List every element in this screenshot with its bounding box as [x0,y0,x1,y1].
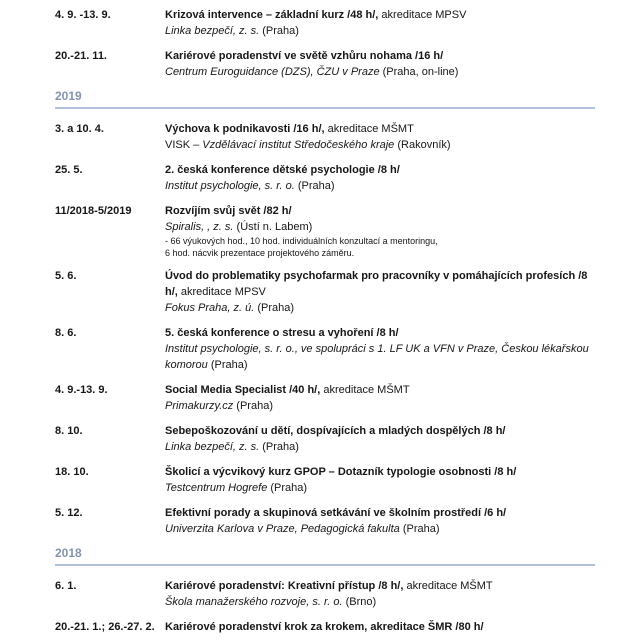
entry-description [165,325,595,373]
entry-title-bold: 5. česká konference o stresu a vyhoření /8 h/ [165,327,399,339]
entry-title-regular: akreditace MŠMT [320,384,410,396]
entry-date: 20.-21. 1.; 26.-27. 2. [55,621,155,633]
course-entry [55,325,595,373]
org-name-italic: Škola manažerského rozvoje, s. r. o. [165,596,343,608]
entry-date: 5. 6. [55,270,77,282]
entry-organization [165,137,595,153]
org-name-italic: Institut psychologie, s. r. o., ve spolupráci s 1. LF UK a VFN v Praze, Českou lékařskou komorou [165,343,589,371]
entry-title-bold: Kariérové poradenství krok za krokem, akreditace ŠMR /80 h/ [165,621,484,633]
entry-title-regular: akreditace MŠMT [403,580,493,592]
org-location: (Praha) [267,482,308,494]
entry-title-bold: Výchova k podnikavosti /16 h/, [165,123,325,135]
entry-date: 20.-21. 11. [55,50,107,62]
org-prefix: VISK – [165,139,203,151]
entry-date: 18. 10. [55,466,89,478]
entry-note: - 66 výukových hod., 10 hod. individuálních konzultací a mentoringu, [165,236,438,246]
entry-title-bold: Sebepoškozování u dětí, dospívajících a mladých dospělých /8 h/ [165,425,506,437]
entry-description [165,505,595,537]
entry-title-bold: 2. česká konference dětské psychologie /8 h/ [165,164,400,176]
course-entry [55,382,595,414]
org-location: (Praha) [399,523,440,535]
org-location: (Praha) [259,441,299,453]
entry-title [165,7,595,23]
entry-description [165,268,595,316]
entry-description [165,7,595,39]
entry-title [165,619,595,635]
entry-organization [165,23,595,39]
entry-organization [165,521,595,537]
entry-title-bold: Efektivní porady a skupinová setkávání ve školním prostředí /6 h/ [165,507,507,519]
entry-date: 4. 9. -13. 9. [55,9,111,21]
entry-title [165,423,595,439]
entry-title-regular: akreditace MPSV [378,9,467,21]
entry-description [165,382,595,414]
org-location: (Praha) [254,302,295,314]
entry-description [165,423,595,455]
entry-date: 5. 12. [55,507,83,519]
entry-organization [165,64,595,80]
entry-date: 3. a 10. 4. [55,123,104,135]
course-entry [55,505,595,537]
org-name-italic: Linka bezpečí, z. s. [165,441,260,453]
course-entry [55,268,595,316]
entry-organization [165,219,595,235]
entry-title-bold: Rozvíjím svůj svět /82 h/ [165,205,292,217]
entry-title-bold: Kariérové poradenství: Kreativní přístup /8 h/, [165,580,404,592]
entry-title-bold: Social Media Specialist /40 h/, [165,384,321,396]
org-location: (Rakovník) [394,139,451,151]
entry-date: 4. 9.-13. 9. [55,384,108,396]
entry-title [165,578,595,594]
org-location: (Praha) [259,25,299,37]
entry-title [165,382,595,398]
entry-organization [165,594,595,610]
course-entry [55,423,595,455]
entry-title [165,464,595,480]
entry-title-regular: akreditace MŠMT [324,123,414,135]
course-entry [55,203,595,259]
entry-date: 6. 1. [55,580,77,592]
entry-description [165,48,595,80]
org-location: (Praha, on-line) [379,66,459,78]
entry-description [165,162,595,194]
entry-date: 25. 5. [55,164,83,176]
entry-description [165,464,595,496]
entry-title [165,48,595,64]
entry-description [165,203,595,259]
entry-title [165,162,595,178]
entry-organization [165,398,595,414]
entry-date: 8. 6. [55,327,77,339]
entry-description [165,619,595,635]
course-entry [55,7,595,39]
org-name-italic: Centrum Euroguidance (DZS), ČZU v Praze [165,66,380,78]
org-name-italic: Vzdělávací institut Středočeského kraje [202,139,395,151]
org-name-italic: Primakurzy.cz [165,400,234,412]
course-entry [55,464,595,496]
org-name-italic: Univerzita Karlova v Praze, Pedagogická fakulta [165,523,400,535]
course-entry [55,121,595,153]
org-name-italic: Linka bezpečí, z. s. [165,25,260,37]
org-name-italic: Fokus Praha, z. ú. [165,302,255,314]
entry-description [165,578,595,610]
org-location: (Praha) [207,359,248,371]
entry-title [165,121,595,137]
course-entry [55,162,595,194]
org-name-italic: Spiralis, , z. s. [165,221,234,233]
entry-note: 6 hod. nácvik prezentace projektového záměru. [165,248,355,258]
entry-title-bold: Úvod do problematiky psychofarmak pro pracovníky v pomáhajících profesích /8 h/, [165,270,588,298]
entry-title-bold: Školicí a výcvikový kurz GPOP – Dotazník typologie osobnosti /8 h/ [165,466,517,478]
entry-date: 11/2018-5/2019 [55,205,132,217]
entry-organization [165,439,595,455]
course-entry [55,619,595,635]
org-location: (Praha) [294,180,335,192]
org-location: (Ústí n. Labem) [233,221,313,233]
entry-organization [165,480,595,496]
entry-title-bold: Krizová intervence – základní kurz /48 h/, [165,9,379,21]
entry-organization [165,178,595,194]
entry-title [165,268,595,300]
entry-organization [165,300,595,316]
course-entry [55,578,595,610]
entry-description [165,121,595,153]
org-location: (Brno) [342,596,377,608]
course-entry [55,48,595,80]
entry-organization [165,341,595,373]
entry-title [165,505,595,521]
entry-title-bold: Kariérové poradenství ve světě vzhůru nohama /16 h/ [165,50,444,62]
org-location: (Praha) [233,400,273,412]
year-heading: 2019 [55,89,595,109]
year-heading: 2018 [55,546,595,566]
entry-title [165,203,595,219]
entry-title [165,325,595,341]
entry-date: 8. 10. [55,425,83,437]
org-name-italic: Institut psychologie, s. r. o. [165,180,295,192]
org-name-italic: Testcentrum Hogrefe [165,482,268,494]
entry-title-regular: akreditace MPSV [177,286,266,298]
